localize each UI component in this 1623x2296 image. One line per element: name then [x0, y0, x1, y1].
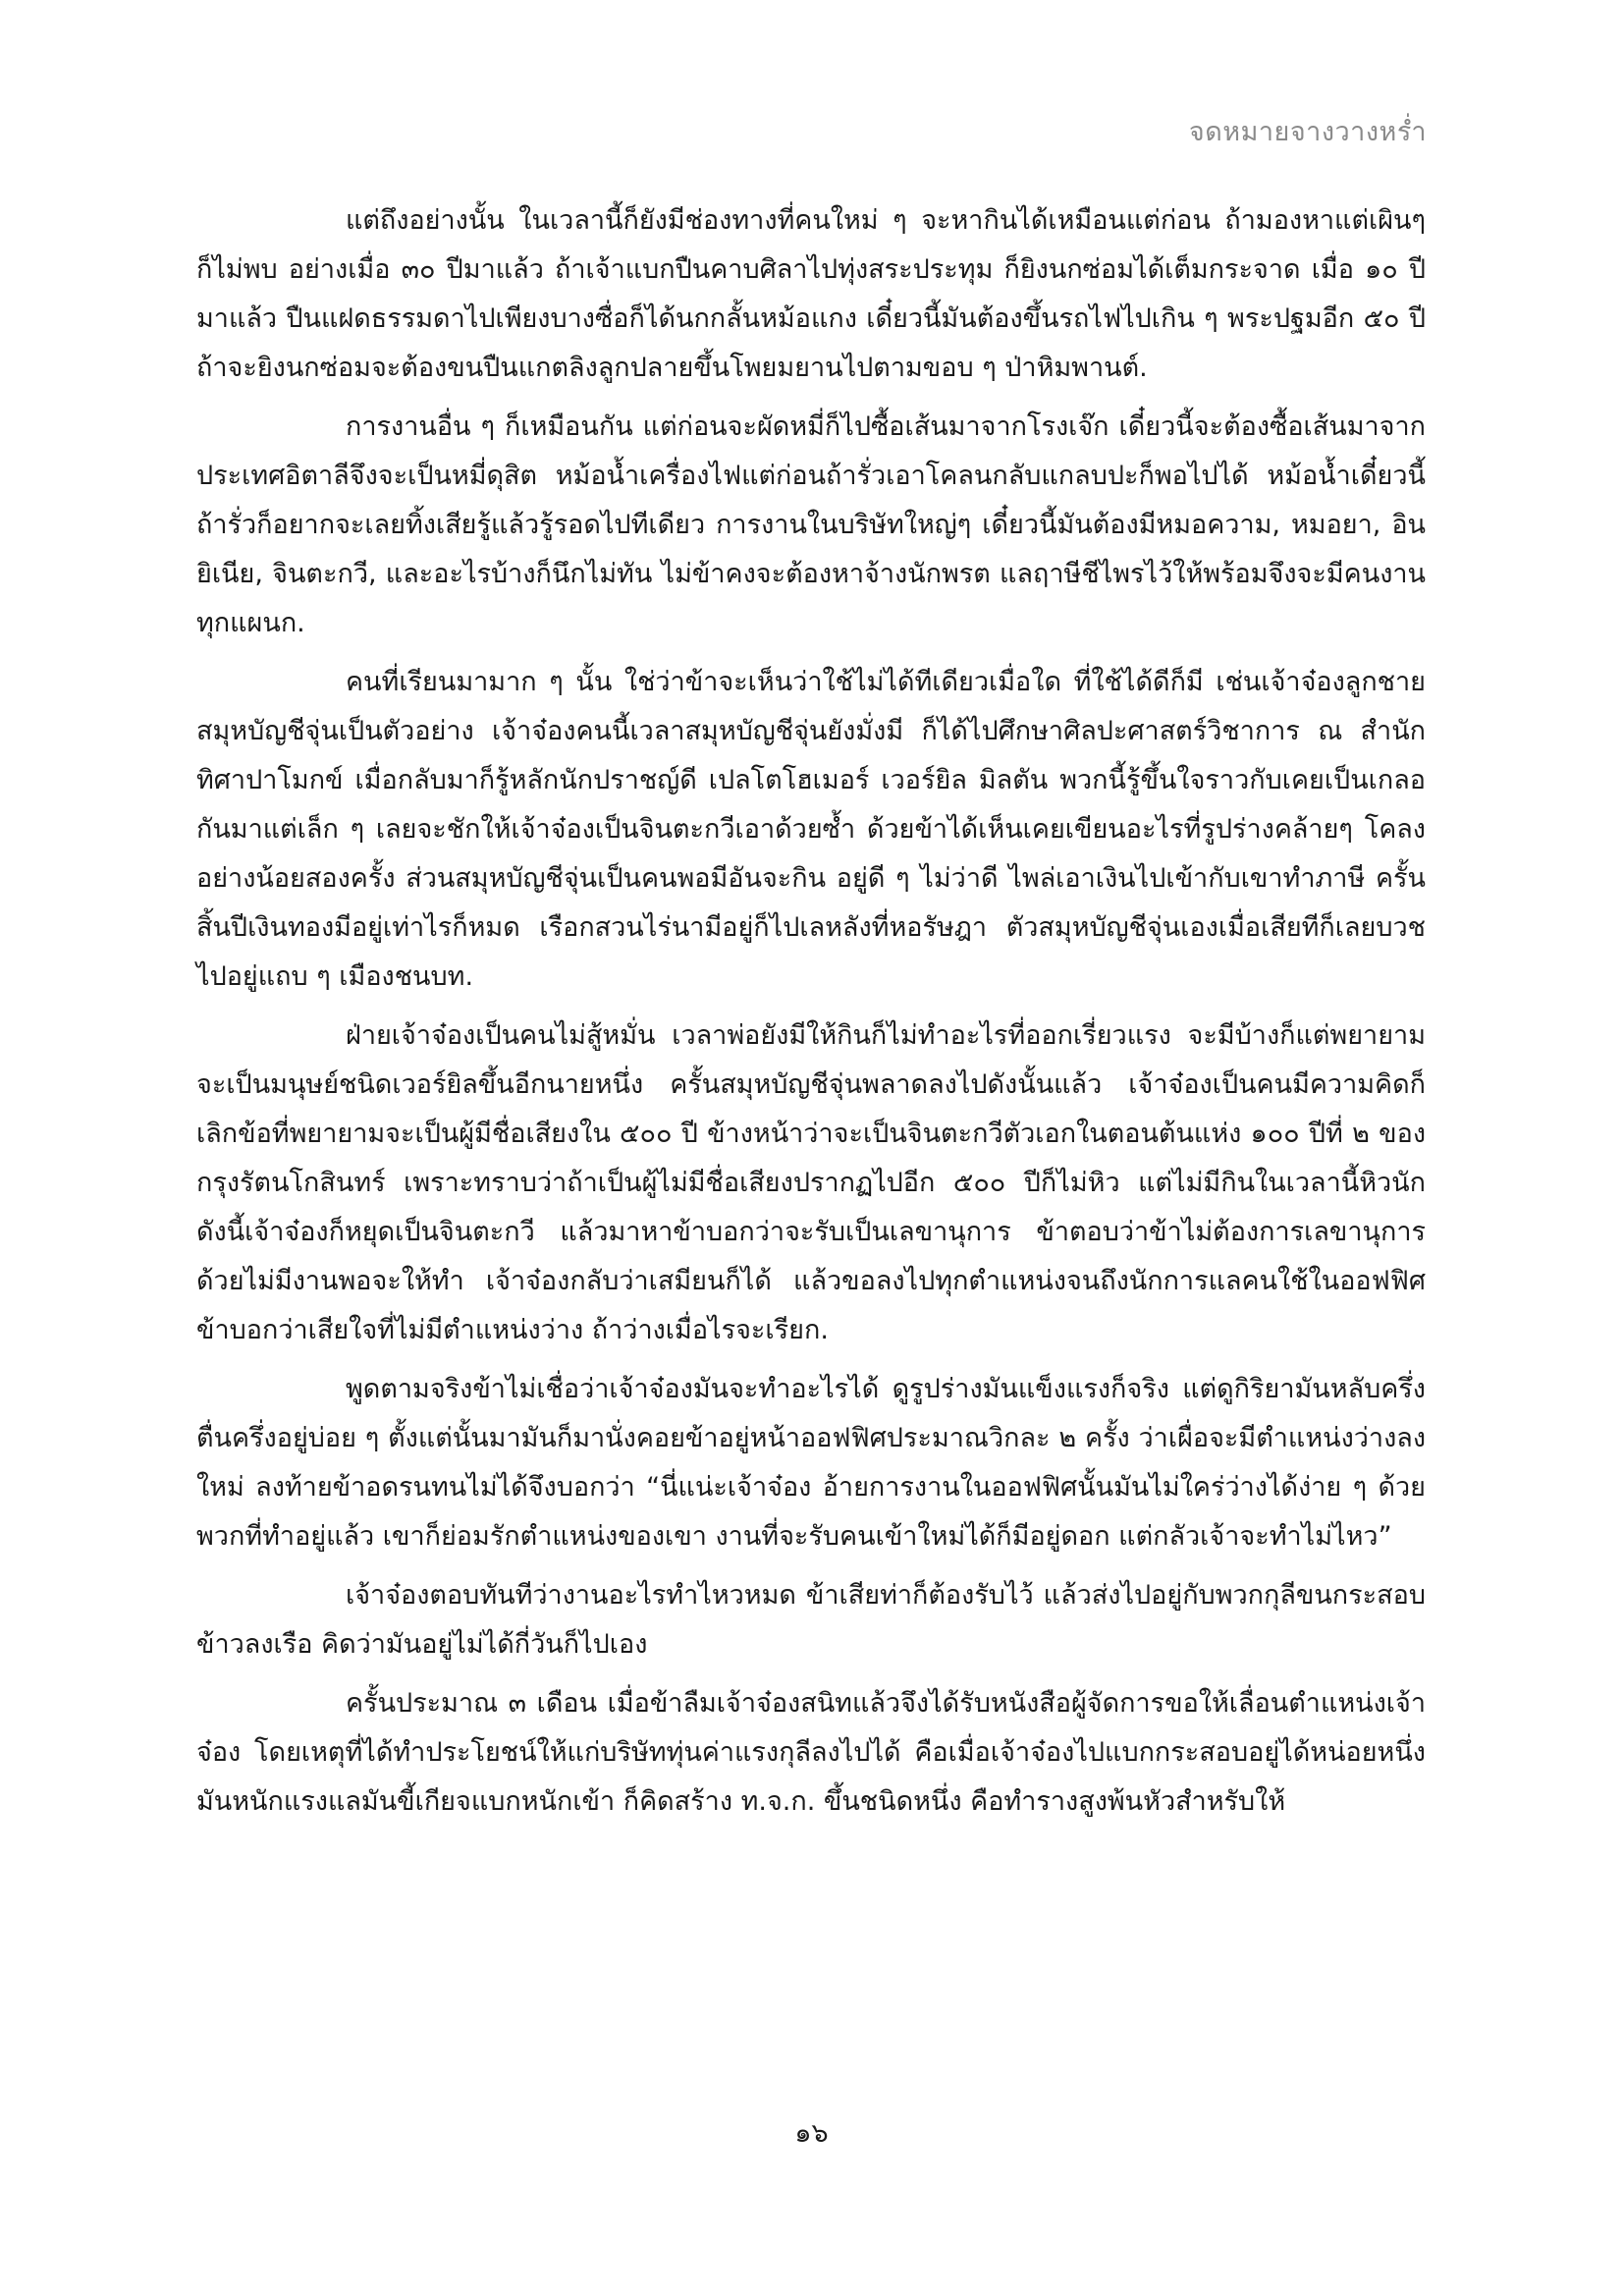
paragraph: การงานอื่น ๆ ก็เหมือนกัน แต่ก่อนจะผัดหมี่ก็ไปซื้อเส้นมาจากโรงเจ๊ก เดี๋ยวนี้จะต้องซื้อเส้นมาจากประเทศอิตาลีจึงจะเป็นหมี่ดุสิต หม้อน้ำเครื่องไฟแต่ก่อนถ้ารั่วเอาโคลนกลับแกลบปะก็พอไปได้ หม้อน้ำเดี๋ยวนี้ถ้ารั่วก็อยากจะเลยทิ้งเสียรู้แล้วรู้รอดไปทีเดียว การงานในบริษัทใหญ่ๆ เดี๋ยวนี้มันต้องมีหมอความ, หมอยา, อินยิเนีย, จินตะกวี, และอะไรบ้างก็นึกไม่ทัน ไม่ข้าคงจะต้องหาจ้างนักพรต แลฤาษีชีไพรไว้ให้พร้อมจึงจะมีคนงานทุกแผนก. [196, 411, 1426, 638]
running-header-title: จดหมายจางวางหร่ำ [1188, 117, 1427, 147]
paragraph: ครั้นประมาณ ๓ เดือน เมื่อข้าลืมเจ้าจ๋องสนิทแล้วจึงได้รับหนังสือผู้จัดการขอให้เลื่อนตำแหน่งเจ้าจ๋อง โดยเหตุที่ได้ทำประโยชน์ให้แก่บริษัททุ่นค่าแรงกุลีลงไปได้ คือเมื่อเจ้าจ๋องไปแบกกระสอบอยู่ได้หน่อยหนึ่ง มันหนักแรงแลมันขี้เกียจแบกหนักเข้า ก็คิดสร้าง ท.จ.ก. ขึ้นชนิดหนึ่ง คือทำรางสูงพ้นหัวสำหรับให้ [196, 1688, 1426, 1817]
paragraph: คนที่เรียนมามาก ๆ นั้น ใช่ว่าข้าจะเห็นว่าใช้ไม่ได้ทีเดียวเมื่อใด ที่ใช้ได้ดีก็มี เช่นเจ้าจ๋องลูกชายสมุหบัญชีจุ่นเป็นตัวอย่าง เจ้าจ๋องคนนี้เวลาสมุหบัญชีจุ่นยังมั่งมี ก็ได้ไปศึกษาศิลปะศาสตร์วิชาการ ณ สำนักทิศาปาโมกข์ เมื่อกลับมาก็รู้หลักนักปราชญ์ดี เปลโตโฮเมอร์ เวอร์ยิล มิลตัน พวกนี้รู้ขึ้นใจราวกับเคยเป็นเกลอกันมาแต่เล็ก ๆ เลยจะชักให้เจ้าจ๋องเป็นจินตะกวีเอาด้วยซ้ำ ด้วยข้าได้เห็นเคยเขียนอะไรที่รูปร่างคล้ายๆ โคลงอย่างน้อยสองครั้ง ส่วนสมุหบัญชีจุ่นเป็นคนพอมีอันจะกิน อยู่ดี ๆ ไม่ว่าดี ไพล่เอาเงินไปเข้ากับเขาทำภาษี ครั้นสิ้นปีเงินทองมีอยู่เท่าไรก็หมด เรือกสวนไร่นามีอยู่ก็ไปเลหลังที่หอรัษฎา ตัวสมุหบัญชีจุ่นเองเมื่อเสียทีก็เลยบวชไปอยู่แถบ ๆ เมืองชนบท. [196, 667, 1426, 992]
page-number: ๑๖ [794, 2118, 829, 2149]
paragraph: แต่ถึงอย่างนั้น ในเวลานี้ก็ยังมีช่องทางที่คนใหม่ ๆ จะหากินได้เหมือนแต่ก่อน ถ้ามองหาแต่เผินๆ ก็ไม่พบ อย่างเมื่อ ๓๐ ปีมาแล้ว ถ้าเจ้าแบกปืนคาบศิลาไปทุ่งสระประทุม ก็ยิงนกซ่อมได้เต็มกระจาด เมื่อ ๑๐ ปีมาแล้ว ปืนแฝดธรรมดาไปเพียงบางซื่อก็ได้นกกลั้นหม้อแกง เดี๋ยวนี้มันต้องขึ้นรถไฟไปเกิน ๆ พระปฐมอีก ๕๐ ปี ถ้าจะยิงนกซ่อมจะต้องขนปืนแกตลิงลูกปลายขึ้นโพยมยานไปตามขอบ ๆ ป่าหิมพานต์. [196, 205, 1426, 383]
paragraph: พูดตามจริงข้าไม่เชื่อว่าเจ้าจ๋องมันจะทำอะไรได้ ดูรูปร่างมันแข็งแรงก็จริง แต่ดูกิริยามันหลับครึ่งตื่นครึ่งอยู่บ่อย ๆ ตั้งแต่นั้นมามันก็มานั่งคอยข้าอยู่หน้าออฟฟิศประมาณวิกละ ๒ ครั้ง ว่าเผื่อจะมีตำแหน่งว่างลงใหม่ ลงท้ายข้าอดรนทนไม่ได้จึงบอกว่า “นี่แน่ะเจ้าจ๋อง อ้ายการงานในออฟฟิศนั้นมันไม่ใคร่ว่างได้ง่าย ๆ ด้วยพวกที่ทำอยู่แล้ว เขาก็ย่อมรักตำแหน่งของเขา งานที่จะรับคนเข้าใหม่ได้ก็มีอยู่ดอก แต่กลัวเจ้าจะทำไม่ไหว” [196, 1374, 1426, 1552]
paragraph: ฝ่ายเจ้าจ๋องเป็นคนไม่สู้หมั่น เวลาพ่อยังมีให้กินก็ไม่ทำอะไรที่ออกเรี่ยวแรง จะมีบ้างก็แต่พยายามจะเป็นมนุษย์ชนิดเวอร์ยิลขึ้นอีกนายหนึ่ง ครั้นสมุหบัญชีจุ่นพลาดลงไปดังนั้นแล้ว เจ้าจ๋องเป็นคนมีความคิดก็เลิกข้อที่พยายามจะเป็นผู้มีชื่อเสียงใน ๕๐๐ ปี ข้างหน้าว่าจะเป็นจินตะกวีตัวเอกในตอนต้นแห่ง ๑๐๐ ปีที่ ๒ ของกรุงรัตนโกสินทร์ เพราะทราบว่าถ้าเป็นผู้ไม่มีชื่อเสียงปรากฏไปอีก ๕๐๐ ปีก็ไม่หิว แต่ไม่มีกินในเวลานี้หิวนัก ดังนี้เจ้าจ๋องก็หยุดเป็นจินตะกวี แล้วมาหาข้าบอกว่าจะรับเป็นเลขานุการ ข้าตอบว่าข้าไม่ต้องการเลขานุการ ด้วยไม่มีงานพอจะให้ทำ เจ้าจ๋องกลับว่าเสมียนก็ได้ แล้วขอลงไปทุกตำแหน่งจนถึงนักการแลคนใช้ในออฟฟิศ ข้าบอกว่าเสียใจที่ไม่มีตำแหน่งว่าง ถ้าว่างเมื่อไรจะเรียก. [196, 1020, 1426, 1345]
paragraph: เจ้าจ๋องตอบทันทีว่างานอะไรทำไหวหมด ข้าเสียท่าก็ต้องรับไว้ แล้วส่งไปอยู่กับพวกกุลีขนกระสอบข้าวลงเรือ คิดว่ามันอยู่ไม่ได้กี่วันก็ไปเอง [196, 1580, 1426, 1660]
body-text [196, 196, 1426, 1836]
